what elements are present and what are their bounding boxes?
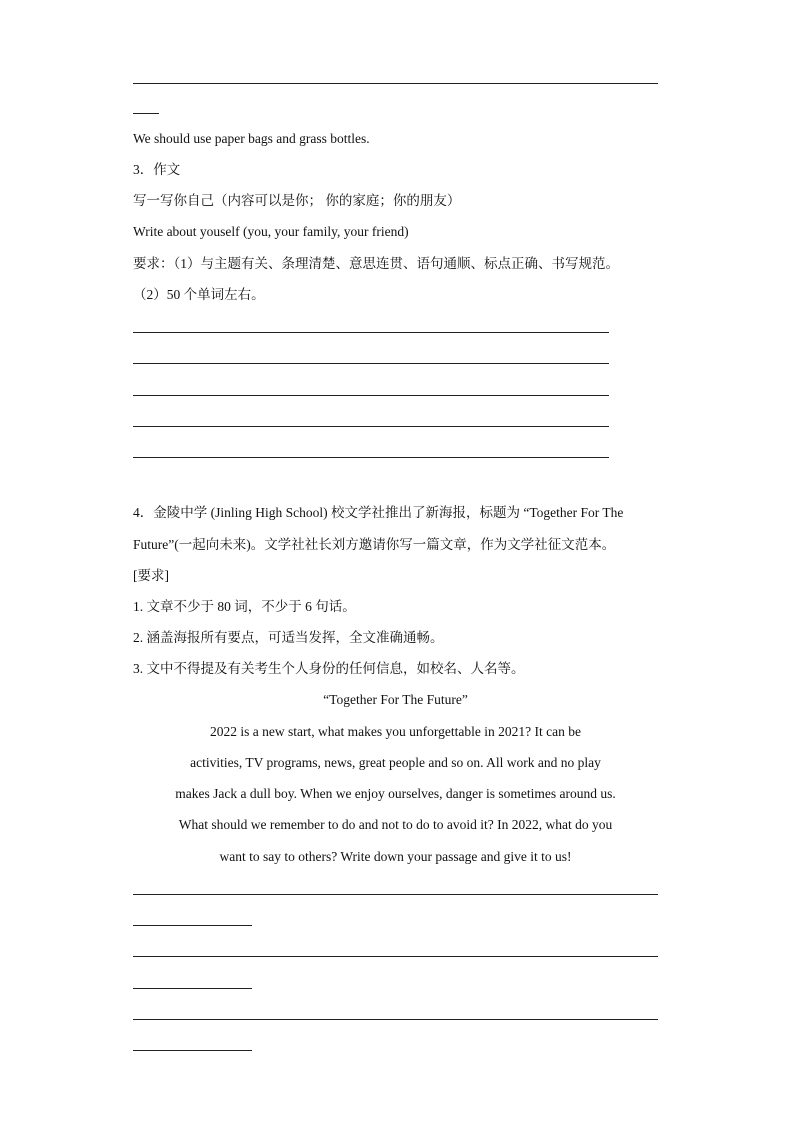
q4-intro-line-2: Future”(一起向未来)。文学社社长刘方邀请你写一篇文章，作为文学社征文范本。	[133, 537, 616, 552]
q4-requirement-1: 1. 文章不少于 80 词，不少于 6 句话。	[133, 599, 356, 614]
writing-line-short	[133, 1050, 252, 1051]
poster-title: “Together For The Future”	[323, 692, 468, 707]
writing-line	[133, 395, 609, 396]
poster-line: activities, TV programs, news, great people and so on. All work and no play	[190, 755, 601, 770]
writing-line	[133, 363, 609, 364]
writing-line-short	[133, 988, 252, 989]
writing-line	[133, 426, 609, 427]
q4-intro-line-1: 4．金陵中学 (Jinling High School) 校文学社推出了新海报，标题为 “Together For The	[133, 505, 624, 520]
answer-line	[133, 83, 658, 84]
q3-number: 3．作文	[133, 162, 181, 177]
writing-line	[133, 1019, 658, 1020]
answer-line-short	[133, 113, 159, 114]
writing-line	[133, 457, 609, 458]
q3-prompt-en: Write about youself (you, your family, your friend)	[133, 224, 409, 239]
poster-line: What should we remember to do and not to do to avoid it? In 2022, what do you	[178, 817, 613, 832]
q4-requirement-3: 3. 文中不得提及有关考生个人身份的任何信息，如校名、人名等。	[133, 661, 525, 676]
poster-line: 2022 is a new start, what makes you unforgettable in 2021? It can be	[210, 724, 581, 739]
poster-line: makes Jack a dull boy. When we enjoy ourselves, danger is sometimes around us.	[175, 786, 616, 801]
q3-prompt-cn: 写一写你自己（内容可以是你； 你的家庭；你的朋友）	[133, 193, 461, 208]
poster-line: want to say to others? Write down your passage and give it to us!	[219, 849, 572, 864]
q3-requirement-2: （2）50 个单词左右。	[133, 287, 265, 302]
writing-line	[133, 894, 658, 895]
q4-requirement-2: 2. 涵盖海报所有要点，可适当发挥，全文准确通畅。	[133, 630, 444, 645]
writing-line-short	[133, 925, 252, 926]
writing-line	[133, 956, 658, 957]
q3-requirement-1: 要求：（1）与主题有关、条理清楚、意思连贯、语句通顺、标点正确、书写规范。	[133, 256, 619, 271]
answer-sentence: We should use paper bags and grass bottles.	[133, 131, 370, 146]
q4-requirements-header: [要求]	[133, 568, 169, 583]
writing-line	[133, 332, 609, 333]
